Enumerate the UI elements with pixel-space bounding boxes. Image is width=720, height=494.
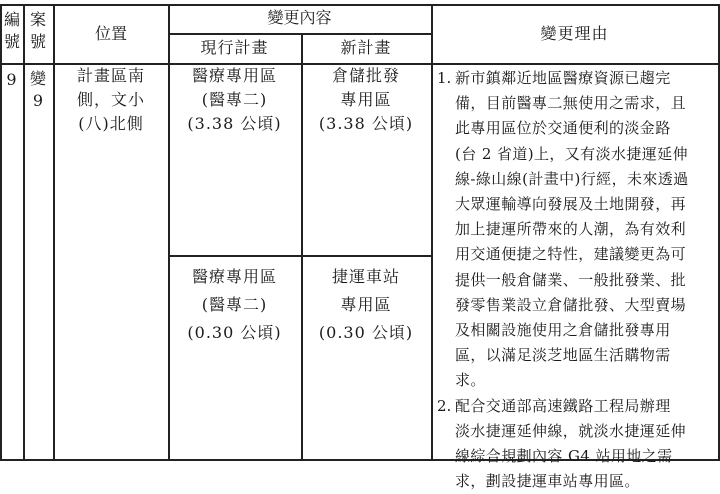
location-line: 側，文小 [76,90,145,109]
reason-line: 區，以滿足淡芝地區生活購物需 [455,346,671,365]
change-1-new [301,64,431,136]
reason-list [437,66,715,494]
row-no: 9 [6,70,17,89]
reason-line: 淡水捷運延伸線，就淡水捷運延伸 [455,421,687,440]
current-line: (醫專二) [201,90,268,109]
header-no-label: 編號 [3,10,20,51]
reason-number: 1. [437,69,452,87]
row-subdivider [168,255,431,257]
new-line: 捷運車站 [331,267,400,286]
reason-line: 此專用區位於交通便利的淡金路 [455,119,671,138]
reason-line: 大眾運輸導向發展及土地開發，再 [455,195,687,214]
change-1-current [168,64,301,136]
header-reason: 變更理由 [540,24,609,43]
reason-item [437,394,715,494]
reason-line: 備，目前醫專二無使用之需求，且 [455,94,687,113]
reason-line: 配合交通部高速鐵路工程局辦理 [455,396,671,415]
current-line: 醫療專用區 [191,66,277,85]
reason-line: 用交通便捷之特性，建議變更為可 [455,245,687,264]
change-2-new [301,263,431,347]
location-line: 計畫區南 [76,66,145,85]
reason-line: 及相關設施使用之倉儲批發專用 [455,321,671,340]
row-case-text: 變9 [29,69,46,110]
table-border-right [718,4,720,460]
reason-line: (台 2 省道)上，又有淡水捷運延伸 [455,144,688,163]
reason-line: 加上捷運所帶來的人潮，為有效利 [455,220,687,239]
reason-number: 2. [437,396,452,415]
row-case [27,68,49,112]
location-line: (八)北側 [78,114,144,133]
current-line: (3.38 公頃) [187,114,282,133]
col-divider-5 [431,4,433,460]
header-subdivider [168,33,431,35]
col-divider-1 [23,4,25,460]
reason-line: 線綜合規劃內容 G4 站用地之需 [455,447,673,466]
reason-item [437,66,715,394]
current-line: 醫療專用區 [191,267,277,286]
header-no [1,9,23,53]
header-case [27,9,49,53]
current-line: (醫專二) [201,295,268,314]
new-line: (3.38 公頃) [318,114,414,133]
reason-line: 求。 [455,371,486,390]
row-location [54,64,168,136]
reason-line: 求，劃設捷運車站專用區。 [455,472,640,491]
change-2-current [168,263,301,347]
reason-line: 發零售業設立倉儲批發、大型賣場 [455,295,687,314]
new-line: 專用區 [340,295,392,314]
new-line: 專用區 [340,90,392,109]
header-current: 現行計畫 [200,38,269,57]
reason-line: 新市鎮鄰近地區醫療資源已趨完 [455,69,671,87]
reason-line: 線-綠山線(計畫中)行經，未來透過 [455,169,689,188]
new-line: (0.30 公頃) [318,323,414,342]
header-change: 變更內容 [267,8,332,27]
header-new: 新計畫 [340,38,392,57]
new-line: 倉儲批發 [331,66,400,85]
header-case-label: 案號 [29,10,46,51]
header-location: 位置 [94,24,127,43]
current-line: (0.30 公頃) [187,323,282,342]
reason-line: 提供一般倉儲業、一般批發業、批 [455,270,687,289]
